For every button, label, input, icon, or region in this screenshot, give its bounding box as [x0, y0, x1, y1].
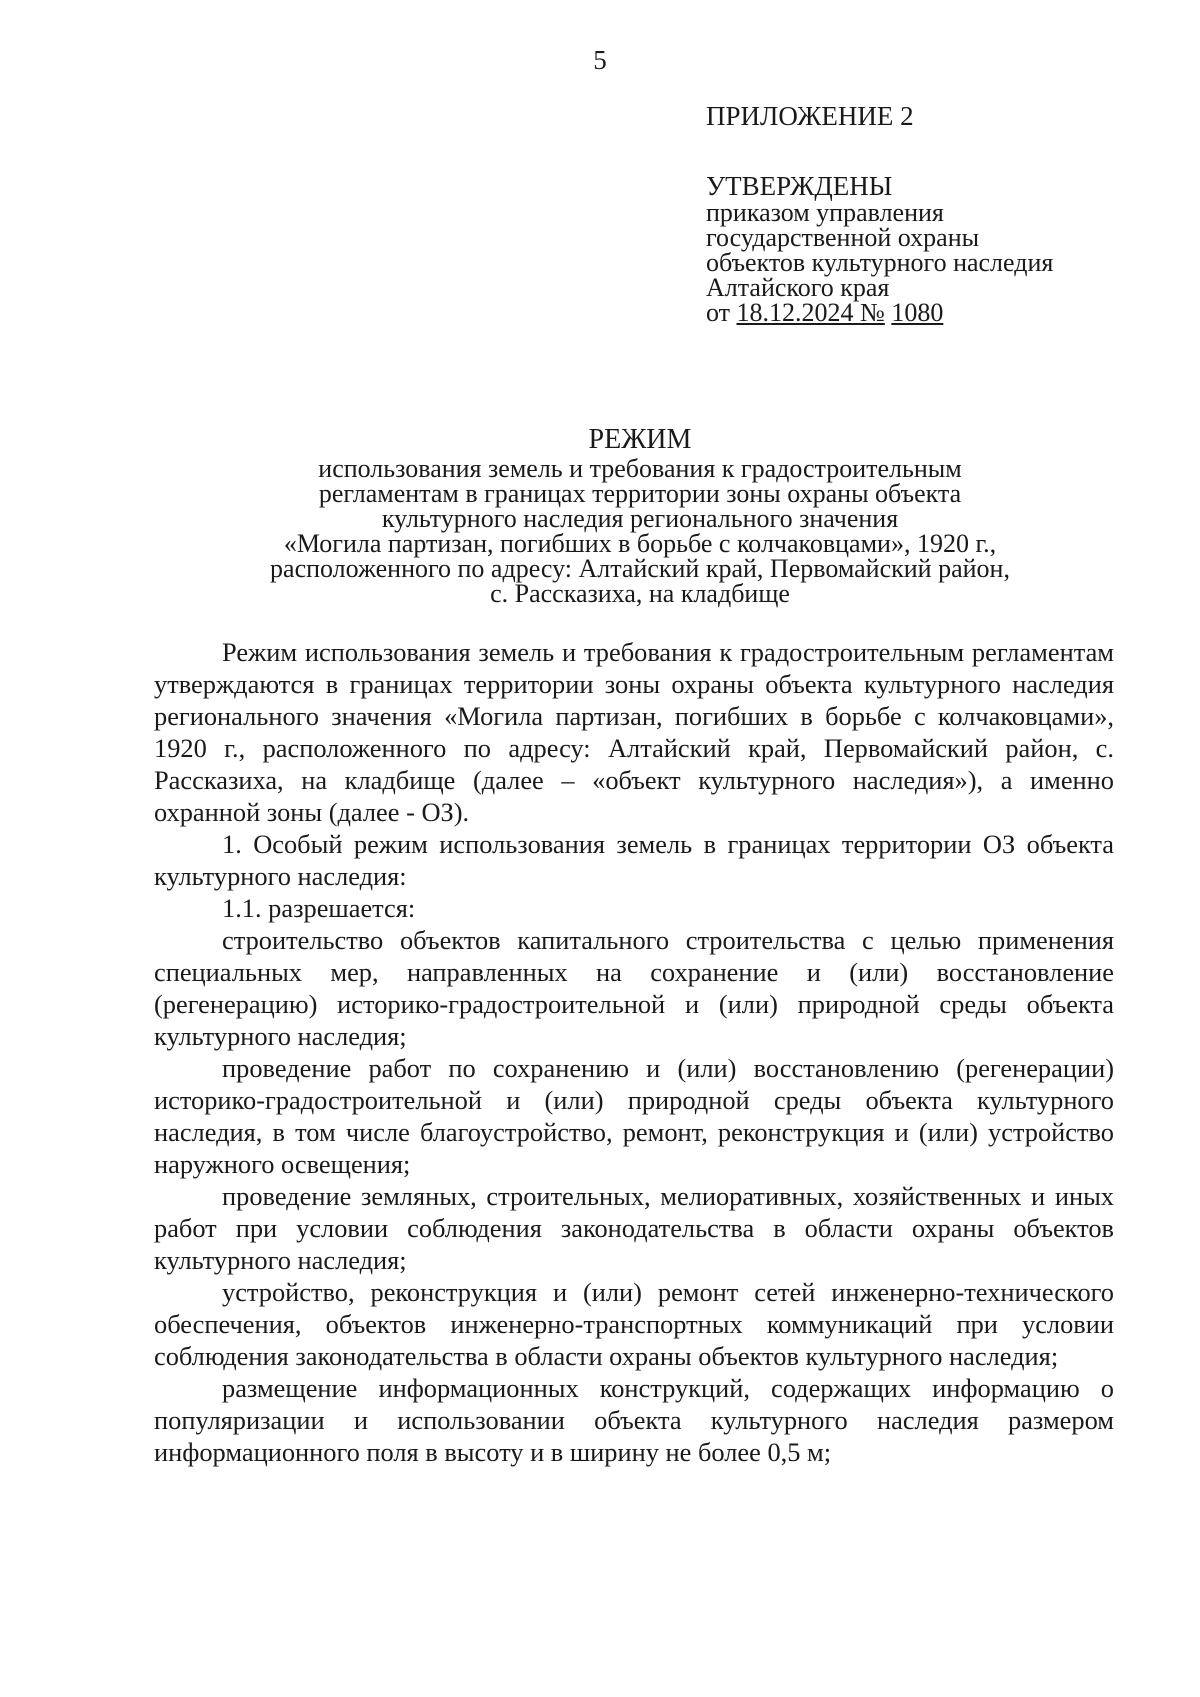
paragraph: 1. Особый режим использования земель в границах территории ОЗ объекта культурного наследия:: [154, 829, 1114, 891]
paragraph: Режим использования земель и требования к градостроительным регламентам утверждаются в границах территории зоны охраны объекта культурного наследия регионального значения «Могила партизан, погибших в борьбе с колчаковцами», 1920 г., расположенного по адресу: Алтайский край, Первомайский район, с. Рассказиха, на кладбище (далее – «объект культурного наследия»), а именно охранной зоны (далее - ОЗ).: [154, 637, 1114, 827]
paragraph: устройство, реконструкция и (или) ремонт сетей инженерно-технического обеспечения, объектов инженерно-транспортных коммуникаций при условии соблюдения законодательства в области охраны объектов культурного наследия;: [154, 1277, 1114, 1371]
title-line: культурного наследия регионального значения: [381, 504, 899, 533]
document-title: [150, 424, 1130, 606]
title-line: регламентам в границах территории зоны охраны объекта: [318, 479, 962, 508]
title-line: «Могила партизан, погибших в борьбе с колчаковцами», 1920 г.,: [283, 529, 997, 558]
paragraph: 1.1. разрешается:: [222, 893, 416, 923]
document-body: [154, 636, 1114, 1468]
paragraph: проведение земляных, строительных, мелиоративных, хозяйственных и иных работ при условии соблюдения законодательства в области охраны объектов культурного наследия;: [154, 1181, 1114, 1275]
paragraph: проведение работ по сохранению и (или) восстановлению (регенерации) историко-градостроительной и (или) природной среды объекта культурного наследия, в том числе благоустройство, ремонт, реконструкция и (или) устройство наружного освещения;: [154, 1053, 1114, 1179]
approved-label: УТВЕРЖДЕНЫ: [706, 171, 893, 201]
approval-block: [706, 100, 1166, 325]
paragraph: размещение информационных конструкций, содержащих информацию о популяризации и использовании объекта культурного наследия размером информационного поля в высоту и в ширину не более 0,5 м;: [154, 1373, 1114, 1467]
order-date: 18.12.2024: [736, 298, 854, 327]
title-heading: РЕЖИМ: [588, 424, 692, 455]
appendix-label: ПРИЛОЖЕНИЕ 2: [706, 101, 914, 131]
approval-line: Алтайского края: [706, 273, 890, 302]
title-line: использования земель и требования к градостроительным: [318, 454, 962, 483]
approval-line: объектов культурного наследия: [706, 248, 1054, 277]
title-line: расположенного по адресу: Алтайский край, Первомайский район,: [270, 554, 1010, 583]
approval-line: государственной охраны: [706, 223, 980, 252]
order-date-line: [706, 300, 1166, 325]
number-sign: №: [860, 298, 885, 327]
approval-line: приказом управления: [706, 198, 944, 227]
title-line: с. Рассказиха, на кладбище: [490, 579, 790, 608]
date-prefix: от: [706, 298, 731, 327]
order-number: 1080: [891, 298, 944, 327]
paragraph: строительство объектов капитального строительства с целью применения специальных мер, направленных на сохранение и (или) восстановление (регенерацию) историко-градостроительной и (или) природной среды объекта культурного наследия;: [154, 925, 1114, 1051]
page-number: 5: [593, 45, 607, 75]
